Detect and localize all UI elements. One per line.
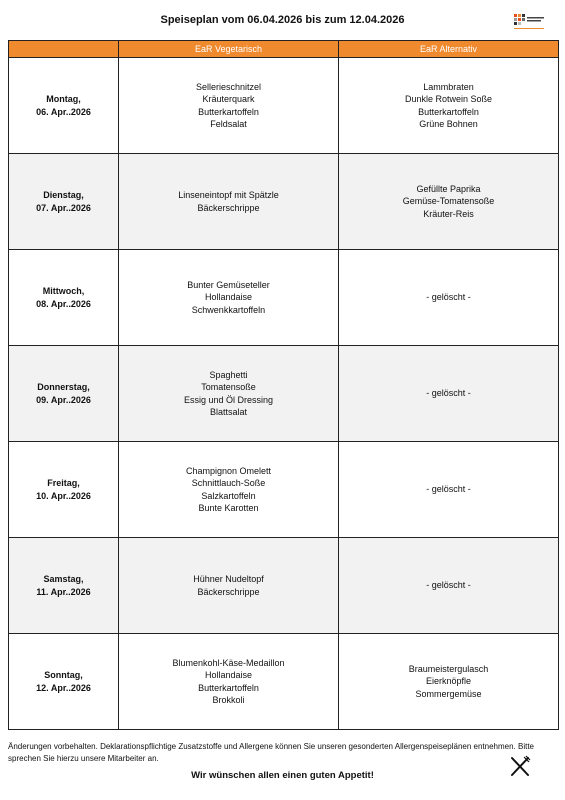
dish-line: Grüne Bohnen bbox=[419, 119, 478, 129]
dish-line: - gelöscht - bbox=[426, 484, 471, 495]
page-title: Speiseplan vom 06.04.2026 bis zum 12.04.2026 bbox=[160, 14, 405, 26]
day-cell bbox=[9, 634, 119, 730]
dish-line: Bäckerschrippe bbox=[197, 586, 260, 597]
dish-line: - gelöscht - bbox=[426, 292, 471, 303]
alternative-dish-cell bbox=[339, 538, 559, 634]
dish-line: Hühner Nudeltopf bbox=[193, 574, 264, 584]
dish-line: Hollandaise bbox=[204, 292, 253, 303]
dish-line: Braumeistergulasch bbox=[408, 663, 489, 674]
dish-line: Blattsalat bbox=[209, 407, 248, 417]
table-row bbox=[9, 250, 559, 346]
header-day bbox=[9, 41, 119, 58]
dish-line: Sommergemüse bbox=[415, 688, 482, 699]
dish-line: Tomatensoße bbox=[201, 382, 256, 392]
dish-line: Butterkartoffeln bbox=[198, 682, 259, 693]
table-row bbox=[9, 634, 559, 730]
vegetarian-dish-cell bbox=[119, 250, 339, 346]
dish-line: Dunkle Rotwein Soße bbox=[404, 94, 493, 104]
weekday-label: Donnerstag, bbox=[37, 381, 90, 392]
vegetarian-dish-cell bbox=[119, 58, 339, 154]
dish-line: Gemüse-Tomatensoße bbox=[402, 196, 495, 207]
date-label: 09. Apr..2026 bbox=[36, 394, 91, 405]
vegetarian-dish-cell bbox=[119, 442, 339, 538]
alternative-dish-cell bbox=[339, 442, 559, 538]
dish-line: Blumenkohl-Käse-Medaillon bbox=[172, 657, 285, 668]
vegetarian-dish-cell bbox=[119, 346, 339, 442]
dish-line: Brokkoli bbox=[212, 695, 245, 705]
date-label: 07. Apr..2026 bbox=[36, 202, 91, 213]
dish-line: Eierknöpfle bbox=[425, 676, 472, 687]
date-label: 10. Apr..2026 bbox=[36, 490, 91, 501]
day-cell bbox=[9, 538, 119, 634]
dish-line: Salzkartoffeln bbox=[201, 490, 256, 501]
dish-line: Bäckerschrippe bbox=[197, 202, 260, 213]
dish-line: - gelöscht - bbox=[426, 580, 471, 591]
fork-knife-icon bbox=[509, 755, 531, 777]
weekday-label: Montag, bbox=[46, 93, 81, 104]
vegetarian-dish-cell bbox=[119, 154, 339, 250]
alternative-dish-cell bbox=[339, 250, 559, 346]
weekday-label: Dienstag, bbox=[43, 189, 84, 200]
company-logo-icon bbox=[512, 12, 546, 34]
weekday-label: Freitag, bbox=[47, 477, 80, 488]
dish-line: Butterkartoffeln bbox=[418, 106, 479, 117]
alternative-dish-cell bbox=[339, 154, 559, 250]
day-cell bbox=[9, 346, 119, 442]
dish-line: Spaghetti bbox=[209, 369, 248, 380]
vegetarian-dish-cell bbox=[119, 634, 339, 730]
day-cell bbox=[9, 58, 119, 154]
dish-line: Bunter Gemüseteller bbox=[187, 279, 270, 290]
weekday-label: Mittwoch, bbox=[42, 285, 85, 296]
dish-line: Lammbraten bbox=[423, 81, 474, 92]
alternative-dish-cell bbox=[339, 346, 559, 442]
table-row bbox=[9, 442, 559, 538]
dish-line: Champignon Omelett bbox=[185, 465, 272, 476]
closing-message: Wir wünschen allen einen guten Appetit! bbox=[191, 770, 374, 781]
header-alternative: EaR Alternativ bbox=[339, 41, 559, 58]
vegetarian-dish-cell bbox=[119, 538, 339, 634]
dish-line: Linseneintopf mit Spätzle bbox=[178, 190, 279, 200]
header-row bbox=[9, 41, 559, 58]
dish-line: Feldsalat bbox=[210, 119, 247, 129]
header-vegetarian: EaR Vegetarisch bbox=[119, 41, 339, 58]
table-row bbox=[9, 154, 559, 250]
dish-line: Bunte Karotten bbox=[198, 503, 259, 513]
footer-note: Änderungen vorbehalten. Deklarationspflichtige Zusatzstoffe und Allergene können Sie unseren gesonderten Allergenspeiseplänen entnehmen. Bitte sprechen Sie hierzu unsere Mitarbeiter an. bbox=[8, 742, 534, 763]
weekday-label: Sonntag, bbox=[44, 669, 83, 680]
date-label: 11. Apr..2026 bbox=[36, 586, 91, 597]
alternative-dish-cell bbox=[339, 58, 559, 154]
table-row bbox=[9, 346, 559, 442]
table-row bbox=[9, 58, 559, 154]
dish-line: Sellerieschnitzel bbox=[195, 81, 262, 92]
day-cell bbox=[9, 442, 119, 538]
date-label: 06. Apr..2026 bbox=[36, 106, 91, 117]
alternative-dish-cell bbox=[339, 634, 559, 730]
menu-table bbox=[8, 40, 559, 730]
dish-line: Schwenkkartoffeln bbox=[191, 304, 266, 315]
dish-line: Gefüllte Paprika bbox=[416, 183, 481, 194]
dish-line: Kräuterquark bbox=[202, 94, 255, 104]
day-cell bbox=[9, 250, 119, 346]
dish-line: Kräuter-Reis bbox=[423, 208, 474, 219]
date-label: 08. Apr..2026 bbox=[36, 298, 91, 309]
table-row bbox=[9, 538, 559, 634]
weekday-label: Samstag, bbox=[43, 573, 84, 584]
dish-line: - gelöscht - bbox=[426, 388, 471, 399]
day-cell bbox=[9, 154, 119, 250]
dish-line: Hollandaise bbox=[204, 670, 253, 680]
dish-line: Essig und Öl Dressing bbox=[183, 394, 274, 405]
date-label: 12. Apr..2026 bbox=[36, 682, 91, 693]
dish-line: Butterkartoffeln bbox=[198, 106, 259, 117]
dish-line: Schnittlauch-Soße bbox=[191, 478, 266, 488]
